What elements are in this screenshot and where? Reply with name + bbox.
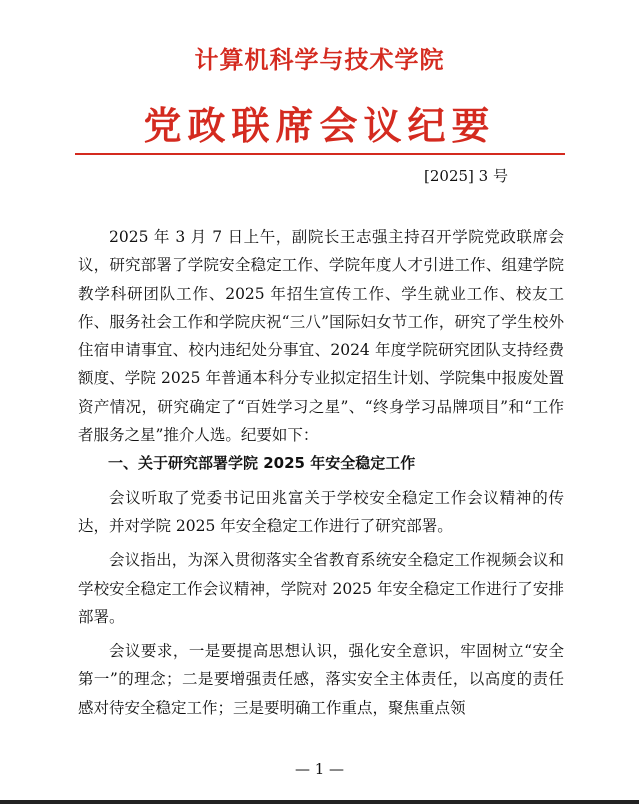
document-title: 党政联席会议纪要 bbox=[143, 103, 496, 148]
paragraph: 会议指出，为深入贯彻落实全省教育系统安全稳定工作视频会议和学校安全稳定工作会议精神，学院对 2025 年安全稳定工作进行了安排部署。 bbox=[78, 551, 564, 626]
page-number: — 1 — bbox=[294, 760, 345, 778]
red-divider bbox=[75, 153, 565, 155]
paragraph: 会议要求，一是要提高思想认识，强化安全意识，牢固树立“安全第一”的理念；二是要增强责任感，落实安全主体责任，以高度的责任感对待安全稳定工作；三是要明确工作重点，聚焦重点领 bbox=[78, 642, 564, 717]
section-heading: 一、关于研究部署学院 2025 年安全稳定工作 bbox=[108, 454, 416, 473]
document-number: [2025] 3 号 bbox=[424, 167, 508, 185]
org-name: 计算机科学与技术学院 bbox=[194, 45, 445, 74]
paragraph: 会议听取了党委书记田兆富关于学校安全稳定工作会议精神的传达，并对学院 2025 年安全稳定工作进行了研究部署。 bbox=[78, 488, 564, 535]
intro-paragraph: 2025 年 3 月 7 日上午，副院长王志强主持召开学院党政联席会议，研究部署了学院安全稳定工作、学院年度人才引进工作、组建学院教学科研团队工作、2025 年招生宣传工作、学生就业工作、校友工作、服务社会工作和学院庆祝“三八”国际妇女节工作，研究了学生校外住宿申请事宜、校内违纪处分事宜、2024 年度学院研究团队支持经费额度、学院 2025 年普通本科分专业拟定招生计划、学院集中报废处置资产情况，研究确定了“百姓学习之星”、“终身学习品牌项目”和“工作者服务之星”推介人选。纪要如下： bbox=[78, 228, 564, 445]
bottom-border bbox=[0, 800, 639, 804]
document-body bbox=[78, 223, 564, 722]
